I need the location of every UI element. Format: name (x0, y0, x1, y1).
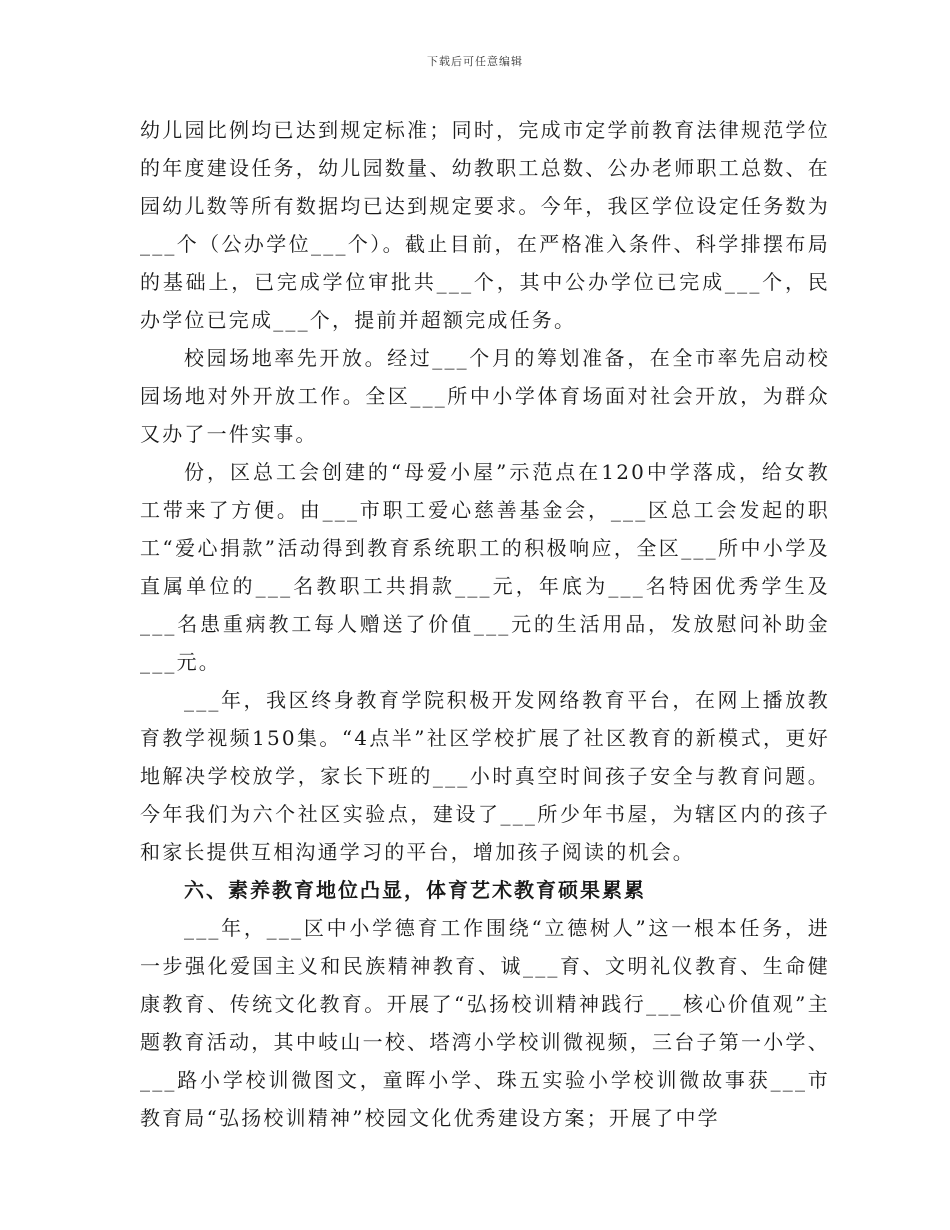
paragraph-2: 校园场地率先开放。经过___个月的筹划准备，在全市率先启动校园场地对外开放工作。全区___所中小学体育场面对社会开放，为群众又办了一件实事。 (140, 346, 830, 446)
paragraph-5: ___年，___区中小学德育工作围绕“立德树人”这一根本任务，进一步强化爱国主义和民族精神教育、诚___育、文明礼仪教育、生命健康教育、传统文化教育。开展了“弘扬校训精神践行___核心价值观”主题教育活动，其中岐山一校、塔湾小学校训微视频，三台子第一小学、___路小学校训微图文，童晖小学、珠五实验小学校训微故事获___市教育局“弘扬校训精神”校园文化优秀建设方案；开展了中学 (140, 916, 830, 1130)
document-body (140, 111, 830, 1137)
page-header: 下载后可任意编辑 (427, 55, 523, 68)
paragraph-1: 幼儿园比例均已达到规定标准；同时，完成市定学前教育法律规范学位的年度建设任务，幼儿园数量、幼教职工总数、公办老师职工总数、在园幼儿数等所有数据均已达到规定要求。今年，我区学位设定任务数为___个（公办学位___个）。截止目前，在严格准入条件、科学排摆布局的基础上，已完成学位审批共___个，其中公办学位已完成___个，民办学位已完成___个，提前并超额完成任务。 (140, 118, 830, 332)
section-heading: 六、素养教育地位凸显，体育艺术教育硕果累累 (184, 878, 646, 902)
paragraph-3: 份，区总工会创建的“母爱小屋”示范点在120中学落成，给女教工带来了方便。由___市职工爱心慈善基金会，___区总工会发起的职工“爱心捐款”活动得到教育系统职工的积极响应，全区___所中小学及直属单位的___名教职工共捐款___元，年底为___名特困优秀学生及___名患重病教工每人赠送了价值___元的生活用品，发放慰问补助金___元。 (140, 460, 830, 674)
paragraph-4: ___年，我区终身教育学院积极开发网络教育平台，在网上播放教育教学视频150集。“4点半”社区学校扩展了社区教育的新模式，更好地解决学校放学，家长下班的___小时真空时间孩子安全与教育问题。今年我们为六个社区实验点，建设了___所少年书屋，为辖区内的孩子和家长提供互相沟通学习的平台，增加孩子阅读的机会。 (140, 688, 830, 864)
